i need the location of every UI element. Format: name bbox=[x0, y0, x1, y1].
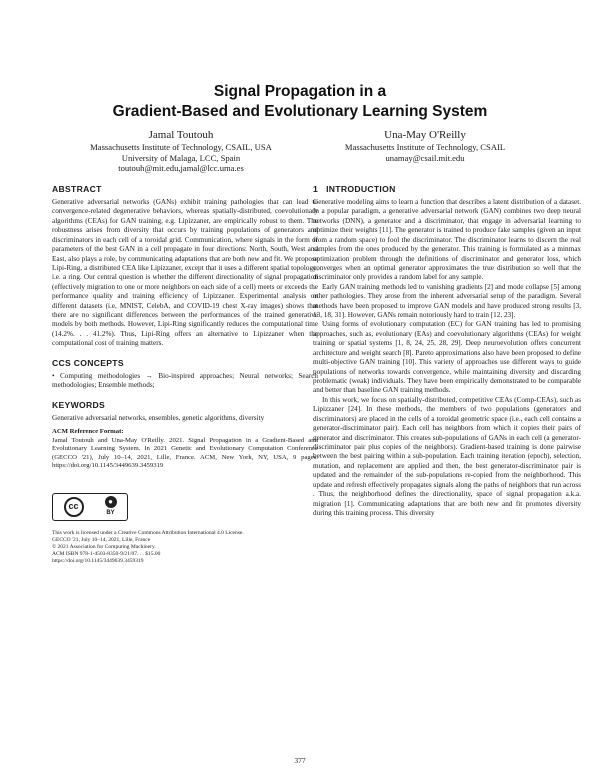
section-title: INTRODUCTION bbox=[326, 184, 396, 194]
license-line[interactable]: https://doi.org/10.1145/3449639.3459319 bbox=[52, 557, 144, 564]
title-line-2: Gradient-Based and Evolutionary Learning System bbox=[112, 102, 488, 120]
ccs-text: • Computing methodologies → Bio-inspired approaches; Neural networks; Search methodologies; Ensemble methods; bbox=[52, 371, 318, 390]
abstract-text: Generative adversarial networks (GANs) exhibit training pathologies that can lead to convergence-related degenerative behaviors, whereas spatially-distributed, coevolutionary algorithms (CEAs) for GAN training, e.g. Lipizzaner, are empirically robust to them. The robustness arises from diversity that occurs by training populations of generators and discriminators in each cell of a toroidal grid. Communication, where signals in the form of parameters of the best GAN in a cell propagate in four directions: North, South, West and East, also plays a role, by communicating adaptations that are both new and fit. We propose Lipi-Ring, a distributed CEA like Lipizzaner, except that it uses a different spatial topology, i.e. a ring. Our central question is whether the different directionality of signal propagation (effectively migration to one or more neighbors on each side of a cell) meets or exceeds the performance quality and training efficiency of Lipizzaner. Experimental analysis on different datasets (i.e, MNIST, CelebA, and COVID-19 chest X-ray images) shows that there are no significant differences between the performances of the trained generative models by both methods. However, Lipi-Ring significantly reduces the computational time (14.2%. . . 41.2%). Thus, Lipi-Ring offers an alternative to Lipizzaner when the computational cost of training matters. bbox=[52, 198, 318, 348]
title-line-1: Signal Propagation in a bbox=[213, 83, 387, 100]
license-line: ACM ISBN 978-1-4503-8350-9/21/07. . . $15.00 bbox=[52, 550, 161, 557]
page-title bbox=[0, 82, 600, 121]
abstract-heading: ABSTRACT bbox=[52, 184, 102, 194]
license-line: GECCO '21, July 10–14, 2021, Lille, France bbox=[52, 536, 151, 543]
author-name: Una-May O'Reilly bbox=[384, 129, 466, 141]
by-icon bbox=[105, 496, 117, 518]
acm-reference-text: Jamal Toutouh and Una-May O'Reilly. 2021. Signal Propagation in a Gradient-Based and Evolutionary Learning System. In 2021 Genetic and Evolutionary Computation Conference (GECCO '21), July 10–14, 2021, Lille, France. ACM, New York, NY, USA, 9 pages. https://doi.org/10.1145/3449639.3459319 bbox=[52, 436, 318, 470]
license-line: © 2021 Association for Computing Machinery. bbox=[52, 543, 156, 550]
author-affiliation: Massachusetts Institute of Technology, CSAIL, USA bbox=[90, 142, 272, 152]
author-block-2 bbox=[300, 128, 550, 163]
intro-paragraph: Early GAN training methods led to vanishing gradients [2] and mode collapse [5] among other pathologies. They arose from the inherent adversarial setup of the paradigm. Several methods have been proposed to improve GAN models and have produced strong results [3, 13, 18, 31]. However, GANs remain notoriously hard to train [12, 23]. bbox=[313, 282, 581, 320]
keywords-heading: KEYWORDS bbox=[52, 399, 106, 410]
keywords-text: Generative adversarial networks, ensembles, genetic algorithms, diversity bbox=[52, 413, 265, 422]
license-line[interactable]: This work is licensed under a Creative Commons Attribution International 4.0 License. bbox=[52, 529, 244, 536]
section-number: 1 bbox=[313, 184, 319, 194]
intro-paragraph: In this work, we focus on spatially-distributed, competitive CEAs (Comp-CEAs), such as Lipizzaner [24]. In these methods, the members of two populations (generators and discriminators) are placed in the cells of a toroidal geometric space (i.e., each cell contains a generator-discriminator pair). Each cell has neighbors from which it copies their pairs of generator and discriminator. This creates sub-populations of GANs in each cell (a generator-discriminator pair plus copies of the neighbors). Gradient-based training is done pairwise between the best pairing within a sub-population. Each training iteration (epoch), selection, mutation, and replacement are applied and then, the best generator-discriminator pair is updated and the remainder of the sub-populations re-copied from the neighborhood. This update and refresh effectively propagates signals along the paths of neighbors that run across . Thus, the neighborhood defines the directionality, space of signal propagation a.k.a. migration [1]. Communicating adaptations that are both new and fit promotes diversity during this training process. This diversity bbox=[313, 395, 581, 517]
creative-commons-logo[interactable] bbox=[52, 493, 128, 521]
author-block-1 bbox=[56, 128, 306, 174]
person-icon: ● bbox=[105, 496, 117, 508]
right-column bbox=[313, 184, 581, 518]
author-affiliation: Massachusetts Institute of Technology, CSAIL bbox=[344, 142, 506, 152]
license-notice bbox=[52, 530, 318, 565]
cc-icon: cc bbox=[64, 497, 84, 517]
acm-reference-heading: ACM Reference Format: bbox=[52, 428, 124, 436]
author-name: Jamal Toutouh bbox=[148, 129, 214, 141]
introduction-heading bbox=[313, 184, 581, 195]
page-number: 377 bbox=[294, 756, 306, 765]
left-column bbox=[52, 184, 318, 565]
ccs-heading: CCS CONCEPTS bbox=[52, 357, 124, 368]
author-email[interactable]: toutouh@mit.edu,jamal@lcc.uma.es bbox=[118, 163, 244, 174]
intro-paragraph: Generative modeling aims to learn a function that describes a latent distribution of a dataset. In a popular paradigm, a generative adversarial network (GAN) combines two deep neural networks (DNN), a generator and a discriminator, that engage in adversarial learning to optimize their weights [11]. The generator is trained to produce fake samples (given an input from a random space) to fool the discriminator. The discriminator learns to discern the real samples from the ones produced by the generator. This training is formulated as a minmax optimization problem through the definitions of discriminator and generator loss, which converges when an optimal generator approximates the true distribution so well that the discriminator only provides a random label for any sample. bbox=[313, 198, 581, 282]
intro-paragraph: Using forms of evolutionary computation (EC) for GAN training has led to promising approaches, such as, evolutionary (EAs) and coevolutionary algorithms (CEAs) for weight training or spatial systems [1, 8, 24, 25, 28, 29]. Deep neuroevolution offers concurrent architecture and weight search [8]. Pareto approximations also have been proposed to define multi-objective GAN training [10]. This variety of approaches use different ways to guide populations of networks towards convergence, while maintaining diversity and discarding problematic (weak) individuals. They have been empirically demonstrated to be comparable and better than baseline GAN training methods. bbox=[313, 320, 581, 395]
author-affiliation: University of Malaga, LCC, Spain bbox=[121, 152, 241, 163]
author-email[interactable]: unamay@csail.mit.edu bbox=[385, 152, 465, 163]
by-label: BY bbox=[106, 509, 115, 516]
